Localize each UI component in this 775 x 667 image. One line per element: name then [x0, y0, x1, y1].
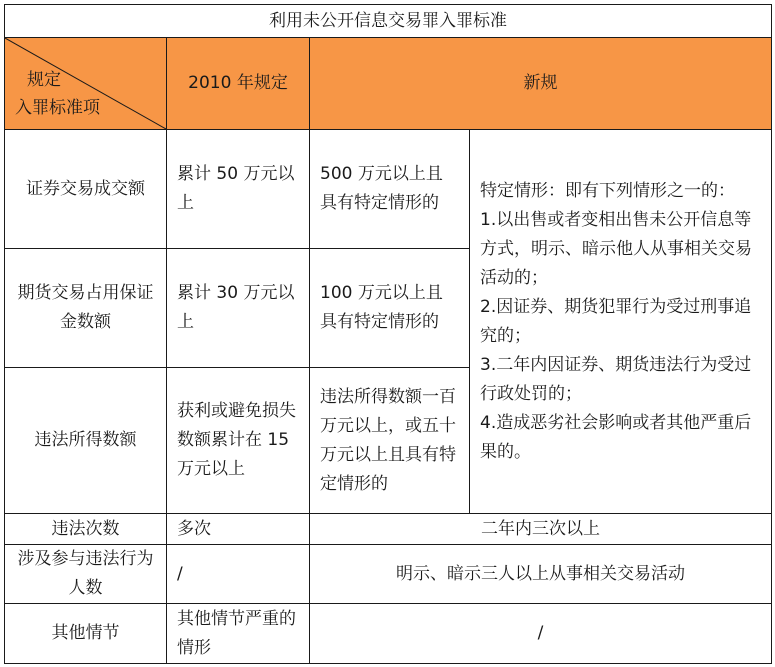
row-old: 多次 [167, 514, 310, 545]
header-row [5, 38, 772, 130]
header-new: 新规 [310, 38, 772, 130]
table-row [5, 130, 772, 249]
table-row [5, 545, 772, 604]
table-row [5, 604, 772, 664]
row-old: / [167, 545, 310, 604]
row-item: 其他情节 [5, 604, 167, 664]
special-item: 3.二年内因证券、期货违法行为受过行政处罚的； [480, 354, 752, 404]
row-new: 500 万元以上且具有特定情形的 [310, 130, 470, 249]
special-conditions-cell [470, 130, 772, 514]
table-row [5, 514, 772, 545]
row-new: / [310, 604, 772, 664]
special-item: 2.因证券、期货犯罪行为受过刑事追究的； [480, 296, 752, 346]
table-title: 利用未公开信息交易罪入罪标准 [5, 5, 772, 38]
special-item: 1.以出售或者变相出售未公开信息等方式，明示、暗示他人从事相关交易活动的； [480, 209, 752, 288]
row-old: 累计 50 万元以上 [167, 130, 310, 249]
row-item: 期货交易占用保证金数额 [5, 249, 167, 368]
row-item: 违法次数 [5, 514, 167, 545]
row-item: 证券交易成交额 [5, 130, 167, 249]
row-item: 违法所得数额 [5, 368, 167, 514]
title-row [5, 5, 772, 38]
header-corner-cell [5, 38, 167, 130]
criteria-table [4, 4, 772, 664]
row-old: 其他情节严重的情形 [167, 604, 310, 664]
row-new: 明示、暗示三人以上从事相关交易活动 [310, 545, 772, 604]
special-item: 4.造成恶劣社会影响或者其他严重后果的。 [480, 412, 752, 462]
special-intro: 特定情形：即有下列情形之一的： [480, 180, 735, 201]
corner-label-bottom: 入罪标准项 [15, 98, 100, 118]
row-old: 累计 30 万元以上 [167, 249, 310, 368]
row-new: 二年内三次以上 [310, 514, 772, 545]
header-2010: 2010 年规定 [167, 38, 310, 130]
row-item: 涉及参与违法行为人数 [5, 545, 167, 604]
row-new: 100 万元以上且具有特定情形的 [310, 249, 470, 368]
corner-label-top: 规定 [27, 70, 61, 90]
row-old: 获利或避免损失数额累计在 15 万元以上 [167, 368, 310, 514]
row-new: 违法所得数额一百万元以上，或五十万元以上且具有特定情形的 [310, 368, 470, 514]
